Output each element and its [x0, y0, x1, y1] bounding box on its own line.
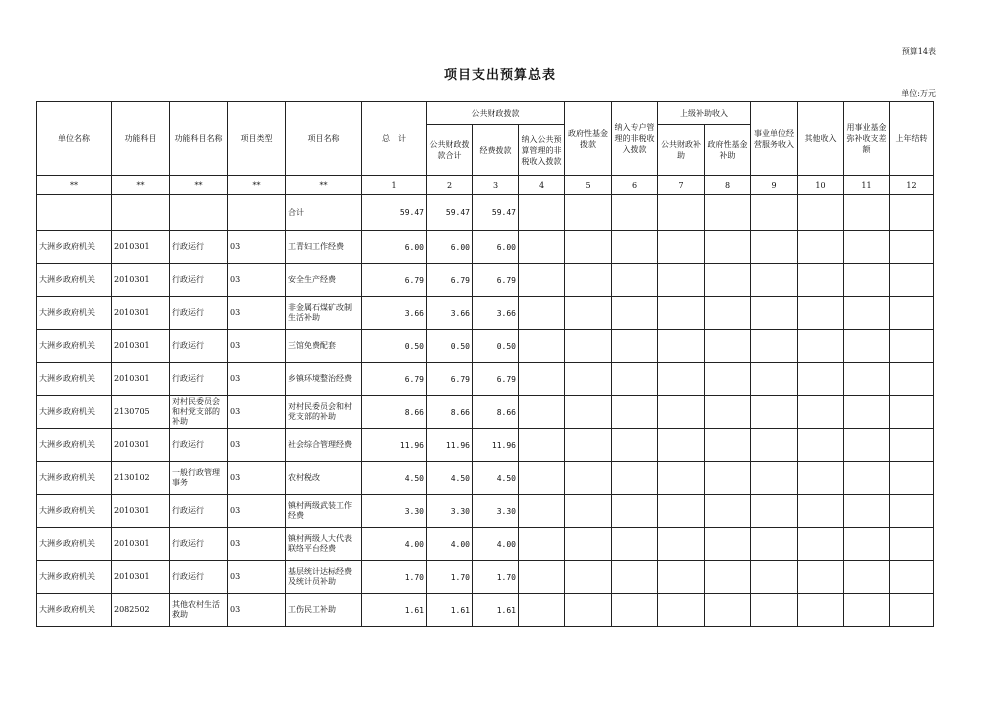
public-sum-cell: 3.30 [427, 495, 473, 528]
total-cell: 4.00 [362, 528, 427, 561]
empty-cell [519, 528, 565, 561]
index-cell: 7 [658, 176, 705, 195]
empty-cell [798, 363, 844, 396]
public-sum-cell: 11.96 [427, 429, 473, 462]
empty-cell [798, 495, 844, 528]
public-sum-cell: 1.61 [427, 594, 473, 627]
fund-cell: 0.50 [473, 330, 519, 363]
unit-name-cell: 大洲乡政府机关 [37, 429, 112, 462]
header-business-income: 事业单位经营服务收入 [751, 102, 798, 176]
empty-cell [798, 528, 844, 561]
empty-cell [798, 231, 844, 264]
empty-cell [751, 297, 798, 330]
func-name-cell: 行政运行 [170, 429, 228, 462]
empty-cell [519, 297, 565, 330]
empty-cell [565, 429, 612, 462]
header-public-fiscal: 公共财政拨款 [427, 102, 565, 125]
empty-cell [612, 528, 658, 561]
empty-cell [519, 264, 565, 297]
header-func-code: 功能科目 [112, 102, 170, 176]
empty-cell [798, 429, 844, 462]
index-cell: 12 [890, 176, 934, 195]
index-cell: 1 [362, 176, 427, 195]
empty-cell [658, 528, 705, 561]
empty-cell [705, 396, 751, 429]
proj-type-cell: 03 [228, 561, 286, 594]
empty-cell [751, 561, 798, 594]
empty-cell [519, 561, 565, 594]
func-code-cell: 2130102 [112, 462, 170, 495]
empty-cell [844, 429, 890, 462]
public-sum-cell: 6.79 [427, 264, 473, 297]
empty-cell [658, 297, 705, 330]
empty-cell [890, 429, 934, 462]
empty-cell [751, 231, 798, 264]
public-sum-cell: 6.79 [427, 363, 473, 396]
empty-cell [612, 429, 658, 462]
func-code-cell: 2010301 [112, 429, 170, 462]
empty-cell [751, 429, 798, 462]
header-higher-public: 公共财政补助 [658, 125, 705, 176]
header-public-fiscal-sum: 公共财政拨款合计 [427, 125, 473, 176]
func-name-cell: 行政运行 [170, 264, 228, 297]
unit-name-cell: 大洲乡政府机关 [37, 561, 112, 594]
index-cell: ** [37, 176, 112, 195]
empty-cell [890, 495, 934, 528]
empty-cell [890, 462, 934, 495]
empty-cell [890, 330, 934, 363]
total-cell: 1.70 [362, 561, 427, 594]
func-code-cell: 2010301 [112, 495, 170, 528]
empty-cell [705, 330, 751, 363]
empty-cell [519, 594, 565, 627]
empty-cell [658, 396, 705, 429]
total-fund: 59.47 [473, 195, 519, 231]
proj-name-cell: 社会综合管理经费 [286, 429, 362, 462]
unit-name-cell: 大洲乡政府机关 [37, 363, 112, 396]
func-code-cell: 2010301 [112, 330, 170, 363]
empty-cell [705, 462, 751, 495]
unit-name-cell: 大洲乡政府机关 [37, 231, 112, 264]
header-unit-name: 单位名称 [37, 102, 112, 176]
public-sum-cell: 3.66 [427, 297, 473, 330]
func-name-cell: 行政运行 [170, 561, 228, 594]
func-name-cell: 行政运行 [170, 363, 228, 396]
func-name-cell: 行政运行 [170, 297, 228, 330]
empty-cell [751, 363, 798, 396]
fund-cell: 4.00 [473, 528, 519, 561]
header-special-nontax: 纳入公共预算管理的非税收入拨款 [519, 125, 565, 176]
table-row [37, 363, 934, 396]
page-title: 项目支出预算总表 [443, 68, 556, 83]
empty-cell [519, 495, 565, 528]
empty-cell [658, 594, 705, 627]
empty-cell [519, 396, 565, 429]
func-code-cell: 2010301 [112, 528, 170, 561]
empty-cell [798, 297, 844, 330]
total-cell: 6.79 [362, 264, 427, 297]
total-row [37, 195, 934, 231]
table-row [37, 594, 934, 627]
header-func-name: 功能科目名称 [170, 102, 228, 176]
empty-cell [751, 462, 798, 495]
index-cell: 6 [612, 176, 658, 195]
empty-cell [519, 429, 565, 462]
index-cell: 2 [427, 176, 473, 195]
proj-name-cell: 农村税改 [286, 462, 362, 495]
total-cell: 3.30 [362, 495, 427, 528]
empty-cell [890, 297, 934, 330]
empty-cell [658, 264, 705, 297]
form-number: 预算14表 [901, 47, 936, 56]
budget-table [36, 101, 934, 627]
proj-type-cell: 03 [228, 396, 286, 429]
index-cell: 8 [705, 176, 751, 195]
index-row [37, 176, 934, 195]
func-code-cell: 2010301 [112, 363, 170, 396]
index-cell: ** [228, 176, 286, 195]
empty-cell [844, 363, 890, 396]
proj-name-cell: 乡镇环境整治经费 [286, 363, 362, 396]
table-row [37, 396, 934, 429]
fund-cell: 3.30 [473, 495, 519, 528]
index-cell: 4 [519, 176, 565, 195]
fund-cell: 1.70 [473, 561, 519, 594]
empty-cell [751, 528, 798, 561]
unit-name-cell: 大洲乡政府机关 [37, 528, 112, 561]
empty-cell [565, 264, 612, 297]
empty-cell [612, 495, 658, 528]
fund-cell: 11.96 [473, 429, 519, 462]
proj-type-cell: 03 [228, 495, 286, 528]
empty-cell [844, 462, 890, 495]
empty-cell [565, 594, 612, 627]
header-higher-gov: 政府性基金补助 [705, 125, 751, 176]
empty-cell [705, 264, 751, 297]
header-higher-subsidy: 上级补助收入 [658, 102, 751, 125]
empty-cell [565, 495, 612, 528]
proj-name-cell: 基层统计达标经费及统计员补助 [286, 561, 362, 594]
empty-cell [565, 231, 612, 264]
empty-cell [658, 462, 705, 495]
index-cell: 5 [565, 176, 612, 195]
public-sum-cell: 4.50 [427, 462, 473, 495]
empty-cell [565, 297, 612, 330]
empty-cell [612, 396, 658, 429]
public-sum-cell: 1.70 [427, 561, 473, 594]
total-amount: 59.47 [362, 195, 427, 231]
func-code-cell: 2130705 [112, 396, 170, 429]
empty-cell [751, 396, 798, 429]
empty-cell [705, 528, 751, 561]
empty-cell [565, 462, 612, 495]
empty-cell [565, 396, 612, 429]
table-body [37, 176, 934, 627]
func-name-cell: 对村民委员会和村党支部的补助 [170, 396, 228, 429]
empty-cell [565, 528, 612, 561]
func-name-cell: 行政运行 [170, 528, 228, 561]
proj-type-cell: 03 [228, 330, 286, 363]
unit-name-cell: 大洲乡政府机关 [37, 264, 112, 297]
unit-name-cell: 大洲乡政府机关 [37, 594, 112, 627]
empty-cell [798, 330, 844, 363]
header-proj-type: 项目类型 [228, 102, 286, 176]
fund-cell: 3.66 [473, 297, 519, 330]
func-name-cell: 其他农村生活救助 [170, 594, 228, 627]
index-cell: ** [170, 176, 228, 195]
empty-cell [612, 594, 658, 627]
proj-type-cell: 03 [228, 462, 286, 495]
empty-cell [612, 231, 658, 264]
empty-cell [751, 594, 798, 627]
proj-name-cell: 对村民委员会和村党支部的补助 [286, 396, 362, 429]
proj-name-cell: 镇村两级武装工作经费 [286, 495, 362, 528]
proj-name-cell: 工伤民工补助 [286, 594, 362, 627]
total-public-sum: 59.47 [427, 195, 473, 231]
header-special-account: 纳入专户管理的非税收入拨款 [612, 102, 658, 176]
empty-cell [798, 462, 844, 495]
empty-cell [565, 561, 612, 594]
empty-cell [751, 495, 798, 528]
empty-cell [612, 363, 658, 396]
proj-type-cell: 03 [228, 264, 286, 297]
proj-name-cell: 镇村两级人大代表联络平台经费 [286, 528, 362, 561]
total-label: 合计 [286, 195, 362, 231]
header-proj-name: 项目名称 [286, 102, 362, 176]
empty-cell [519, 231, 565, 264]
empty-cell [890, 528, 934, 561]
proj-name-cell: 工青妇工作经费 [286, 231, 362, 264]
empty-cell [844, 330, 890, 363]
table-row [37, 561, 934, 594]
empty-cell [844, 231, 890, 264]
total-cell: 6.00 [362, 231, 427, 264]
empty-cell [612, 330, 658, 363]
proj-type-cell: 03 [228, 429, 286, 462]
unit-name-cell: 大洲乡政府机关 [37, 330, 112, 363]
public-sum-cell: 6.00 [427, 231, 473, 264]
empty-cell [798, 594, 844, 627]
empty-cell [658, 330, 705, 363]
table-row [37, 231, 934, 264]
empty-cell [658, 561, 705, 594]
empty-cell [751, 330, 798, 363]
header-carryover: 上年结转 [890, 102, 934, 176]
empty-cell [612, 462, 658, 495]
empty-cell [798, 561, 844, 594]
proj-name-cell: 安全生产经费 [286, 264, 362, 297]
proj-type-cell: 03 [228, 594, 286, 627]
empty-cell [844, 396, 890, 429]
proj-name-cell: 非金属石煤矿改制生活补助 [286, 297, 362, 330]
table-row [37, 528, 934, 561]
empty-cell [705, 297, 751, 330]
empty-cell [612, 264, 658, 297]
unit-name-cell: 大洲乡政府机关 [37, 495, 112, 528]
empty-cell [844, 297, 890, 330]
empty-cell [844, 594, 890, 627]
fund-cell: 1.61 [473, 594, 519, 627]
empty-cell [705, 363, 751, 396]
empty-cell [705, 561, 751, 594]
empty-cell [519, 462, 565, 495]
fund-cell: 6.79 [473, 363, 519, 396]
func-code-cell: 2010301 [112, 297, 170, 330]
total-cell: 1.61 [362, 594, 427, 627]
unit-name-cell: 大洲乡政府机关 [37, 396, 112, 429]
public-sum-cell: 8.66 [427, 396, 473, 429]
empty-cell [798, 396, 844, 429]
unit-name-cell: 大洲乡政府机关 [37, 297, 112, 330]
func-code-cell: 2010301 [112, 561, 170, 594]
empty-cell [890, 561, 934, 594]
total-cell: 3.66 [362, 297, 427, 330]
func-name-cell: 行政运行 [170, 231, 228, 264]
empty-cell [519, 330, 565, 363]
table-row [37, 495, 934, 528]
func-name-cell: 行政运行 [170, 330, 228, 363]
index-cell: 10 [798, 176, 844, 195]
header-business-fund: 用事业基金弥补收支差额 [844, 102, 890, 176]
empty-cell [658, 429, 705, 462]
index-cell: ** [112, 176, 170, 195]
total-cell: 0.50 [362, 330, 427, 363]
index-cell: 9 [751, 176, 798, 195]
empty-cell [798, 264, 844, 297]
proj-type-cell: 03 [228, 528, 286, 561]
proj-type-cell: 03 [228, 297, 286, 330]
empty-cell [658, 231, 705, 264]
header-fund-appropriation: 经费拨款 [473, 125, 519, 176]
empty-cell [612, 561, 658, 594]
empty-cell [844, 495, 890, 528]
table-row [37, 330, 934, 363]
func-name-cell: 一般行政管理事务 [170, 462, 228, 495]
index-cell: 11 [844, 176, 890, 195]
func-code-cell: 2082502 [112, 594, 170, 627]
header-total: 总 计 [362, 102, 427, 176]
empty-cell [890, 396, 934, 429]
total-cell: 8.66 [362, 396, 427, 429]
empty-cell [519, 363, 565, 396]
proj-name-cell: 三馆免费配套 [286, 330, 362, 363]
total-cell: 6.79 [362, 363, 427, 396]
empty-cell [890, 363, 934, 396]
unit-label: 单位:万元 [901, 89, 936, 98]
table-row [37, 264, 934, 297]
empty-cell [890, 594, 934, 627]
empty-cell [705, 594, 751, 627]
header-gov-fund: 政府性基金拨款 [565, 102, 612, 176]
fund-cell: 6.00 [473, 231, 519, 264]
table-row [37, 462, 934, 495]
fund-cell: 4.50 [473, 462, 519, 495]
total-cell: 4.50 [362, 462, 427, 495]
empty-cell [658, 495, 705, 528]
index-cell: ** [286, 176, 362, 195]
proj-type-cell: 03 [228, 363, 286, 396]
table-row [37, 297, 934, 330]
empty-cell [565, 330, 612, 363]
empty-cell [612, 297, 658, 330]
unit-name-cell: 大洲乡政府机关 [37, 462, 112, 495]
empty-cell [565, 363, 612, 396]
empty-cell [844, 561, 890, 594]
fund-cell: 8.66 [473, 396, 519, 429]
empty-cell [844, 264, 890, 297]
total-cell: 11.96 [362, 429, 427, 462]
empty-cell [890, 264, 934, 297]
proj-type-cell: 03 [228, 231, 286, 264]
index-cell: 3 [473, 176, 519, 195]
empty-cell [705, 429, 751, 462]
empty-cell [658, 363, 705, 396]
table-row [37, 429, 934, 462]
fund-cell: 6.79 [473, 264, 519, 297]
public-sum-cell: 0.50 [427, 330, 473, 363]
empty-cell [705, 231, 751, 264]
func-name-cell: 行政运行 [170, 495, 228, 528]
empty-cell [751, 264, 798, 297]
header-other-income: 其他收入 [798, 102, 844, 176]
func-code-cell: 2010301 [112, 231, 170, 264]
empty-cell [844, 528, 890, 561]
public-sum-cell: 4.00 [427, 528, 473, 561]
func-code-cell: 2010301 [112, 264, 170, 297]
empty-cell [890, 231, 934, 264]
empty-cell [705, 495, 751, 528]
